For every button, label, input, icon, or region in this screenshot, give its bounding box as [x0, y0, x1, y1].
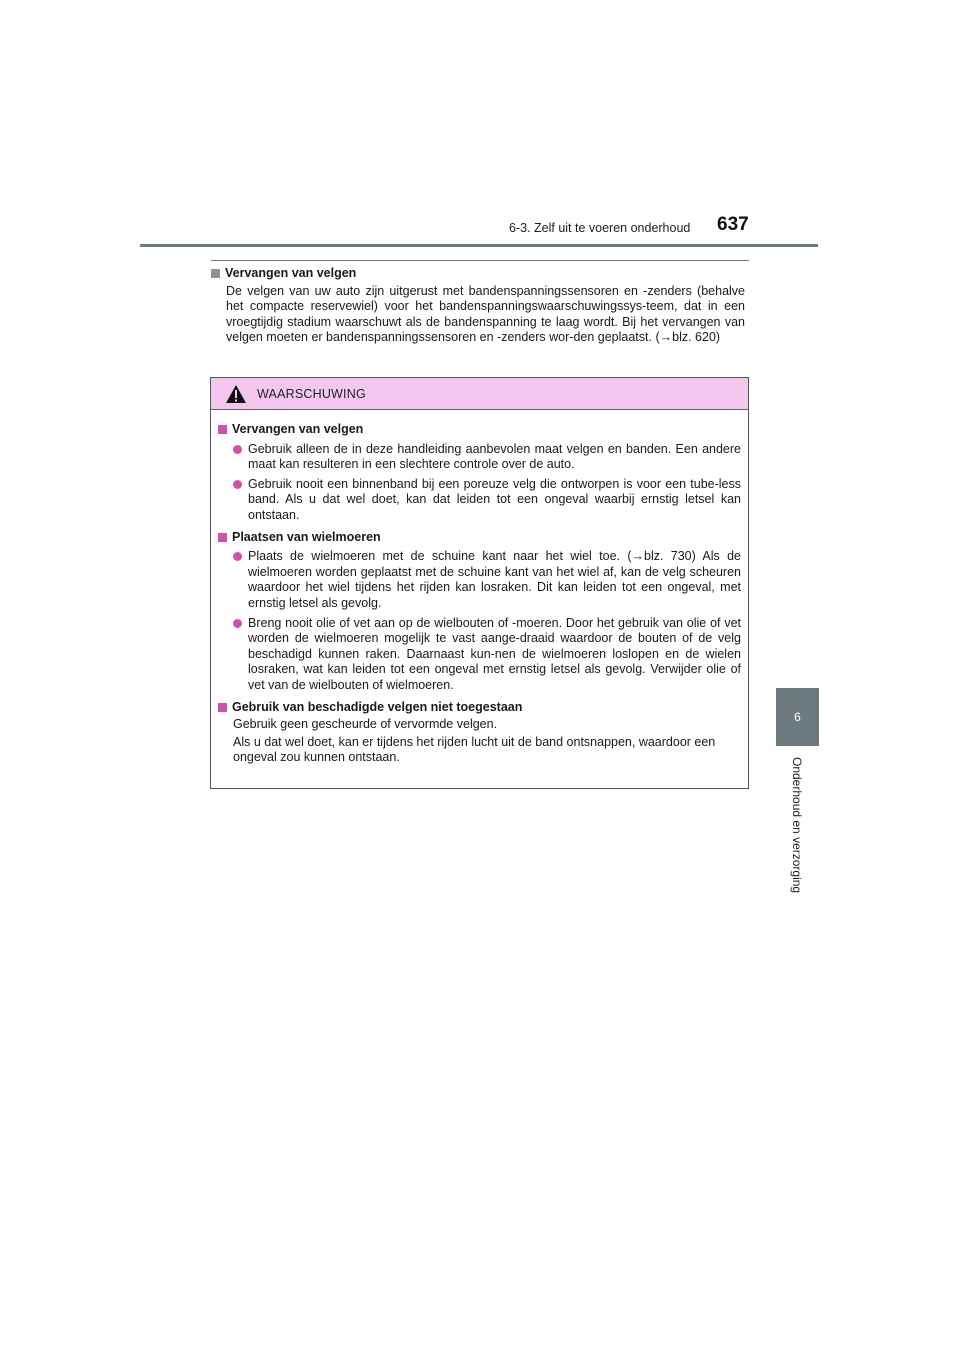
warning-section — [218, 530, 741, 694]
bullet-dot-icon — [233, 619, 242, 628]
intro-heading — [211, 266, 745, 282]
intro-heading-text: Vervangen van velgen — [225, 266, 357, 280]
warning-item — [233, 442, 741, 473]
warning-body — [211, 410, 748, 766]
chapter-tab — [776, 688, 819, 746]
warning-section-heading-text: Plaatsen van wielmoeren — [232, 529, 381, 544]
warning-item — [233, 616, 741, 694]
warning-box — [210, 377, 749, 789]
warning-section-heading-text: Vervangen van velgen — [232, 422, 364, 436]
warning-section-heading — [218, 530, 741, 546]
bullet-dot-icon — [233, 445, 242, 454]
warning-paragraph: Gebruik geen gescheurde of vervormde velgen. — [233, 717, 498, 732]
warning-item-text: Breng nooit olie of vet aan op de wielbouten of -moeren. Door het gebruik van olie of vet worden de wielmoeren mogelijk te vast aange-draaid waardoor de bouten of de velg beschadigd kunnen raken. Daarnaast kun-nen de wielmoeren loslopen en de wielen losraken, wat kan leiden tot een ongeval met ernstig letsel als gevolg. Verwijder olie of vet van de wielbouten of wielmoeren. — [248, 615, 741, 692]
warning-section-heading — [218, 700, 741, 716]
bullet-dot-icon — [233, 552, 242, 561]
warning-section-heading-text: Gebruik van beschadigde velgen niet toegestaan — [232, 699, 523, 714]
chapter-label-text: Onderhoud en verzorging — [790, 757, 804, 894]
header-divider — [140, 244, 818, 247]
warning-section — [218, 422, 741, 524]
warning-title: WAARSCHUWING — [257, 386, 366, 401]
section-title: 6-3. Zelf uit te voeren onderhoud — [509, 221, 691, 235]
warning-triangle-icon — [225, 384, 247, 404]
bullet-dot-icon — [233, 480, 242, 489]
warning-section-heading — [218, 422, 741, 438]
pink-square-icon — [218, 425, 227, 434]
warning-section — [218, 700, 741, 766]
gray-square-icon — [211, 269, 220, 278]
chapter-number: 6 — [794, 710, 801, 724]
warning-header — [211, 378, 748, 410]
warning-item — [233, 549, 741, 611]
chapter-label — [788, 757, 810, 907]
intro-section — [211, 266, 745, 346]
page-number: 637 — [717, 214, 749, 235]
content-divider — [211, 260, 749, 261]
warning-item — [233, 477, 741, 524]
warning-item-text: Plaats de wielmoeren met de schuine kant naar het wiel toe. (→blz. 730) Als de wielmoeren worden geplaatst met de schuine kant van het wiel af, kan de velg scheuren waardoor het wiel tijdens het rijden kan losraken. Dit kan leiden tot een ongeval, met ernstig letsel als gevolg. — [248, 549, 741, 610]
warning-item-text: Gebruik nooit een binnenband bij een poreuze velg die ontworpen is voor een tube-less band. Als u dat wel doet, kan dat leiden tot een ongeval waarbij ernstig letsel kan ontstaan. — [248, 476, 741, 522]
warning-paragraph: Als u dat wel doet, kan er tijdens het rijden lucht uit de band ontsnappen, waardoor een ongeval zou kunnen ontstaan. — [233, 734, 716, 765]
pink-square-icon — [218, 533, 227, 542]
warning-item-text: Gebruik alleen de in deze handleiding aanbevolen maat velgen en banden. Een andere maat kan resulteren in een slechtere controle over de auto. — [248, 441, 741, 472]
intro-paragraph: De velgen van uw auto zijn uitgerust met bandenspanningssensoren en -zenders (behalve het compacte reservewiel) voor het bandenspanningswaarschuwingssys-teem, dat in een vroegtijdig stadium waarschuwt als de bandenspanning te laag wordt. Bij het vervangen van velgen moeten er bandenspanningssensoren en -zenders wor-den geplaatst. (→blz. 620) — [226, 283, 745, 345]
pink-square-icon — [218, 703, 227, 712]
